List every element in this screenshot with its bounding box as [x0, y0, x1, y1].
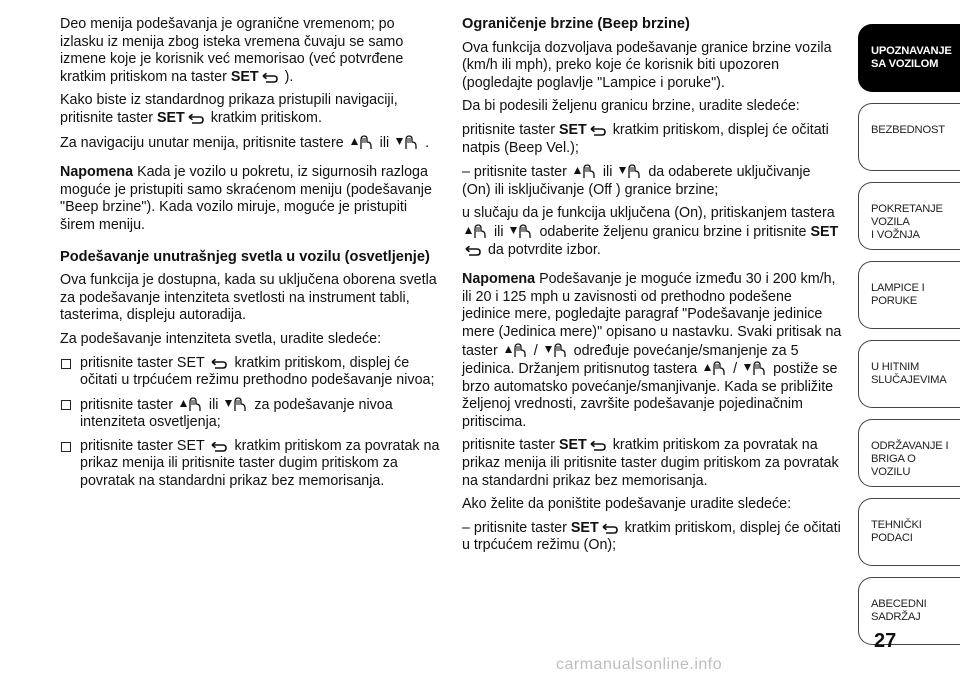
tab-bezbednost[interactable]: BEZBEDNOST [858, 103, 960, 171]
up-arrow-hand-icon [179, 396, 203, 412]
up-arrow-hand-icon [573, 163, 597, 179]
paragraph: Deo menija podešavanja je ogranične vremenom; po izlasku iz menija zbog isteka vremena čuvaju se samo izmene koje je korisnik već memorisao (već potvrđene kratkim pritiskom na taster SET ). [60, 16, 404, 85]
up-arrow-hand-icon [350, 134, 374, 150]
checkbox-bullet-icon [61, 359, 71, 369]
tab-odrzavanje[interactable]: ODRŽAVANJE I BRIGA O VOZILU [858, 419, 960, 487]
paragraph: Za podešavanje intenziteta svetla, uradite sledeće: [60, 330, 382, 347]
note-paragraph: Napomena Kada je vozilo u pokretu, iz sigurnosih razloga moguće je pristupiti samo skraćenom meniju (podešavanje "Beep brzine"). Kada vozilo miruje, moguće je pristupiti širem meniju. [60, 164, 432, 233]
section-heading: Ograničenje brzine (Beep brzine) [462, 16, 690, 32]
return-arrow-icon [261, 72, 279, 84]
tab-abecedni-sadrzaj[interactable]: ABECEDNI SADRŽAJ [858, 577, 960, 645]
paragraph: – pritisnite taster ili da odaberete uključivanje (On) ili isključivanje (Off ) granice brzine; [462, 164, 811, 198]
list-item: pritisnite taster SET kratkim pritiskom za povratak na prikaz menija ili pritisnite taster dugim pritiskom za povratak na standardni prikaz bez memorisanja. [60, 438, 440, 491]
paragraph: Kako biste iz standardnog prikaza pristupili navigaciji, pritisnite taster SET kratkim pritiskom. [60, 92, 398, 126]
paragraph: pritisnite taster SET kratkim pritiskom, displej će očitati natpis (Beep Vel.); [462, 121, 829, 156]
watermark: carmanualsonline.info [556, 656, 723, 673]
paragraph: Da bi podesili željenu granicu brzine, uradite sledeće: [462, 98, 800, 115]
paragraph: Ova funkcija je dostupna, kada su uključena oborena svetla za podešavanje intenziteta svetlosti na instrument tabli, tasterima, displeju autoradija. [60, 272, 437, 324]
tab-tehnicki-podaci[interactable]: TEHNIČKI PODACI [858, 498, 960, 566]
tab-upoznavanje-sa-vozilom[interactable]: UPOZNAVANJE SA VOZILOM [858, 24, 960, 92]
left-column [60, 16, 440, 497]
list-item: pritisnite taster SET kratkim pritiskom, displej će očitati u trpćućem režimu prethodno podešavanje nivoa; [60, 355, 440, 390]
return-arrow-icon [464, 245, 482, 257]
paragraph: pritisnite taster SET kratkim pritiskom za povratak na prikaz menija ili pritisnite taster dugim pritiskom za povratak na standardni prikaz bez memorisanja. [462, 437, 839, 489]
down-arrow-hand-icon [395, 134, 419, 150]
return-arrow-icon [187, 113, 205, 125]
checkbox-bullet-icon [61, 400, 71, 410]
section-heading: Podešavanje unutrašnjeg svetla u vozilu (osvetljenje) [60, 248, 430, 265]
page-number: 27 [874, 630, 897, 652]
down-arrow-hand-icon [743, 360, 767, 376]
return-arrow-icon [210, 441, 228, 453]
down-arrow-hand-icon [509, 223, 533, 239]
right-column [462, 16, 842, 561]
paragraph: – pritisnite taster SET kratkim pritiskom, displej će očitati u trpćućem režimu (On); [462, 519, 841, 554]
up-arrow-hand-icon [504, 342, 528, 358]
chapter-tabs [858, 24, 960, 656]
down-arrow-hand-icon [618, 163, 642, 179]
paragraph: Ako želite da poništite podešavanje uradite sledeće: [462, 496, 792, 513]
paragraph: u slučaju da je funkcija uključena (On), pritiskanjem tastera ili odaberite željenu granicu brzine i pritisnite SET da potvrdite izbor. [462, 205, 839, 258]
up-arrow-hand-icon [703, 360, 727, 376]
checkbox-bullet-icon [61, 442, 71, 452]
list-item: pritisnite taster ili za podešavanje nivoa intenziteta osvetljenja; [60, 396, 440, 432]
tab-lampice-i-poruke[interactable]: LAMPICE I PORUKE [858, 261, 960, 329]
tab-u-hitnim-slucajevima[interactable]: U HITNIM SLUČAJEVIMA [858, 340, 960, 408]
down-arrow-hand-icon [224, 396, 248, 412]
paragraph: Za navigaciju unutar menija, pritisnite tastere ili . [60, 134, 430, 151]
return-arrow-icon [210, 358, 228, 370]
paragraph: Ova funkcija dozvoljava podešavanje granice brzine vozila (km/h ili mph), preko koje će korisnik biti upozoren (pogledajte poglavlje "Lampice i poruke"). [462, 39, 832, 91]
up-arrow-hand-icon [464, 223, 488, 239]
down-arrow-hand-icon [544, 342, 568, 358]
note-paragraph: Napomena Podešavanje je moguće između 30 i 200 km/h, ili 20 i 125 mph u zavisnosti od prethodno podešene jedinice mere, pogledajte paragraf "Podešavanje jedinice mere (Jedinica mere)" opisano u nastavku. Svaki pritisak na taster / određuje povećanje/smanjenje za 5 jedinica. Držanjem pritisnutog tastera / postiže se brzo automatsko povećanje/smanjivanje. Kada se približite željenoj vrednosti, završite podešavanje pojedinačnim pritiscima. [462, 271, 842, 430]
return-arrow-icon [589, 440, 607, 452]
return-arrow-icon [601, 523, 619, 535]
return-arrow-icon [589, 125, 607, 137]
tab-pokretanje-vozila[interactable]: POKRETANJE VOZILA I VOŽNJA [858, 182, 960, 250]
